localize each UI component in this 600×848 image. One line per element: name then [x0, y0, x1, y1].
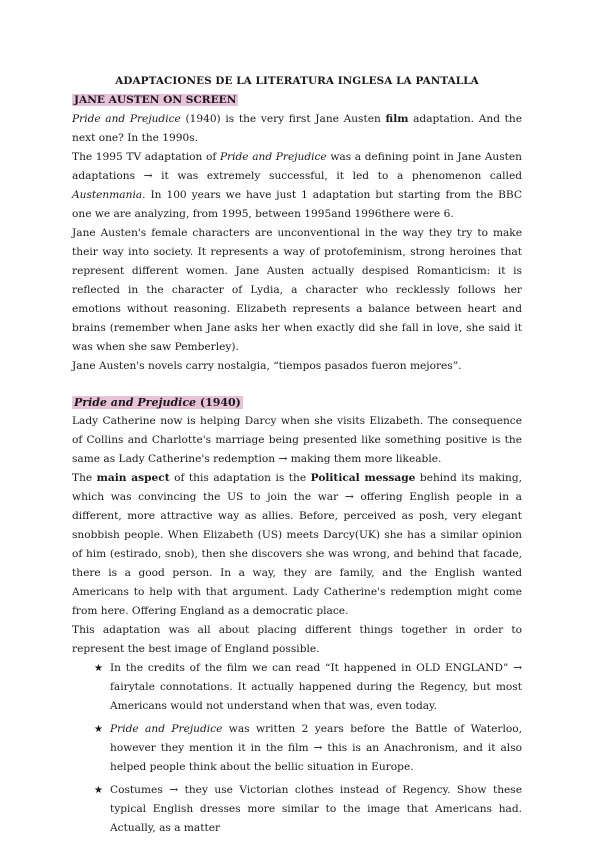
- star-bullet-icon: ★: [94, 785, 103, 796]
- paragraph-lady-catherine: Lady Catherine now is helping Darcy when she visits Elizabeth. The consequence of Collins and Charlotte's marriage being presented like something positive is the same as Lady Catherine's redemption → making them more likeable.: [72, 415, 522, 465]
- text-run: was written 2 years before the Battle of Waterloo, however they mention it in the film → this is an Anachronism, and it also helped people think about the bellic situation in Europe.: [110, 723, 522, 773]
- heading-year: (1940): [196, 396, 241, 409]
- text-run: The: [72, 472, 97, 484]
- paragraph-first-adaptation: [72, 110, 522, 148]
- italic-title: Pride and Prejudice: [72, 113, 181, 125]
- star-bullet-icon: ★: [94, 663, 103, 674]
- document-title: ADAPTACIONES DE LA LITERATURA INGLESA LA PANTALLA: [115, 75, 479, 87]
- section-heading-jane-austen-on-screen: [72, 91, 522, 110]
- paragraph-nostalgia: Jane Austen's novels carry nostalgia, “tiempos pasados fueron mejores”.: [72, 360, 462, 372]
- text-run: The 1995 TV adaptation of: [72, 151, 220, 163]
- text-run: adaptation. And the next one? In the 1990s.: [72, 113, 522, 144]
- text-run: In the credits of the film we can read “It happened in OLD ENGLAND” → fairytale connotations. It actually happened during the Regency, but most Americans would not understand when that was, even today.: [110, 662, 522, 712]
- italic-title: Pride and Prejudice: [74, 396, 197, 409]
- list-item: [94, 720, 522, 777]
- star-bullet-icon: ★: [94, 724, 103, 735]
- highlighted-heading-text: JANE AUSTEN ON SCREEN: [74, 94, 237, 106]
- paragraph-political-message: [72, 469, 522, 621]
- spacer: [72, 376, 522, 393]
- text-run: (1940) is the very first Jane Austen: [180, 113, 386, 125]
- text-run: was a defining point in Jane Austen adaptations → it was extremely successful, it led to a phenomenon called: [72, 151, 522, 182]
- text-run: . In 100 years we have just 1 adaptation but starting from the BBC one we are analyzing, from 1995, between 1995and 1996there were 6.: [72, 189, 522, 220]
- italic-title: Pride and Prejudice: [219, 151, 327, 163]
- text-run: of this adaptation is the: [169, 472, 311, 484]
- text-run: behind its making, which was convincing the US to join the war → offering English people in a different, more attractive way as allies. Before, perceived as posh, very elegant snobbish people. When Elizabeth (US) meets Darcy(UK) she has a similar opinion of him (estirado, snob), then she discovers she was wrong, and behind that facade, there is a good person. In a way, they are family, and the English wanted Americans to help with that argument. Lady Catherine's redemption might come from here. Offering England as a democratic place.: [72, 472, 522, 617]
- bold-phrase: main aspect: [96, 472, 170, 484]
- highlighted-heading-text: [72, 396, 243, 409]
- paragraph-1995-adaptation: [72, 148, 522, 224]
- text-run: Costumes → they use Victorian clothes instead of Regency. Show these typical English dresses more similar to the image that Americans had. Actually, as a matter: [110, 784, 522, 834]
- paragraph-best-image: This adaptation was all about placing different things together in order to represent the best image of England possible.: [72, 624, 522, 655]
- paragraph-female-characters: Jane Austen's female characters are unconventional in the way they try to make their way into society. It represents a way of protofeminism, strong heroines that represent different women. Jane Austen actually despised Romanticism: it is reflected in the character of Lydia, a character who recklessly follows her emotions without reasoning. Elizabeth represents a balance between heart and brains (remember when Jane asks her when exactly did she fall in love, she said it was when she saw Pemberley).: [72, 227, 522, 353]
- bold-phrase: Political message: [310, 472, 416, 484]
- bullet-list: [72, 659, 522, 838]
- bold-word: film: [385, 113, 409, 125]
- italic-title: Pride and Prejudice: [110, 723, 223, 735]
- list-item: [94, 781, 522, 838]
- italic-term: Austenmania: [72, 189, 143, 201]
- list-item: [94, 659, 522, 716]
- section-heading-pride-and-prejudice-1940: [72, 393, 522, 412]
